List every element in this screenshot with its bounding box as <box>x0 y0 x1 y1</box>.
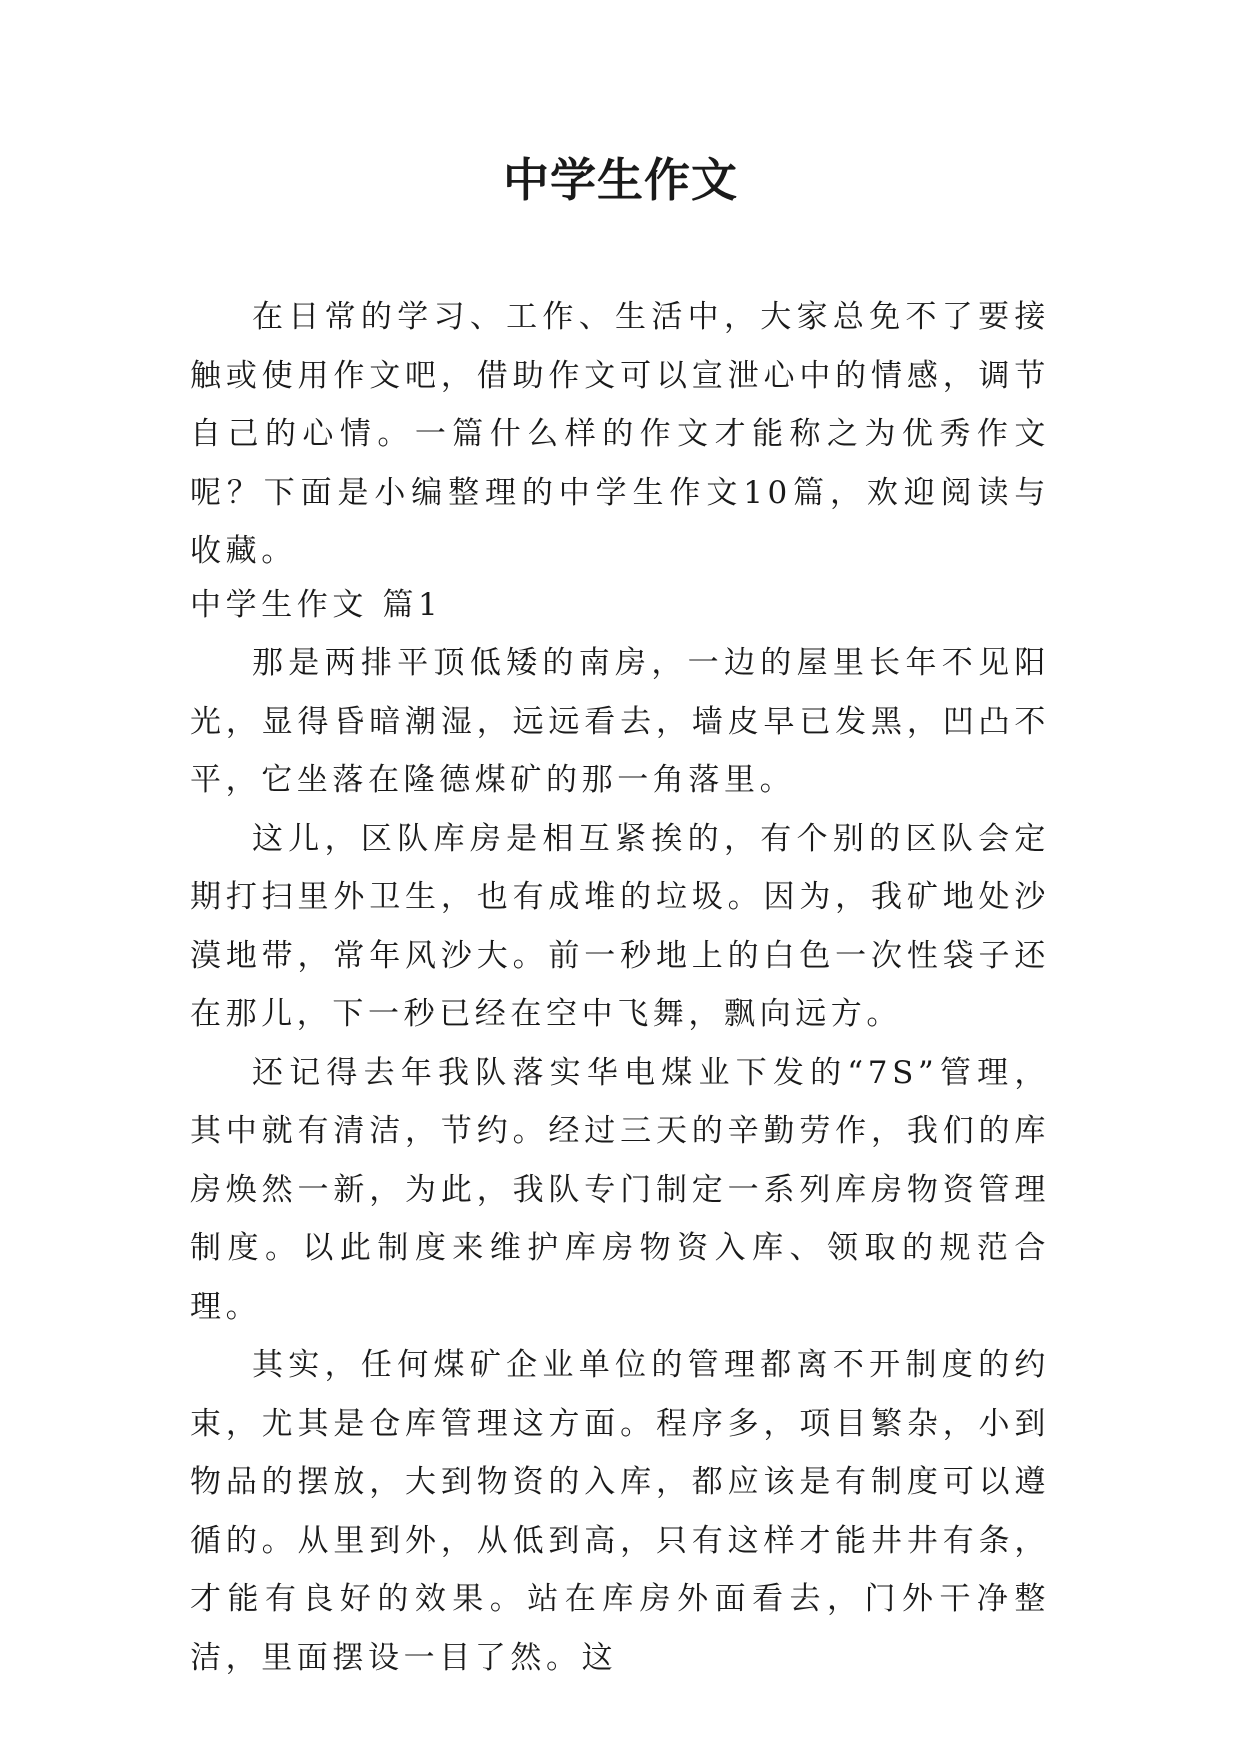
essay-paragraph-4: 其实，任何煤矿企业单位的管理都离不开制度的约束，尤其是仓库管理这方面。程序多，项目繁杂，小到物品的摆放，大到物资的入库，都应该是有制度可以遵循的。从里到外，从低到高，只有这样才能井井有条，才能有良好的效果。站在库房外面看去，门外干净整洁，里面摆设一目了然。这 <box>190 1347 1050 1676</box>
section-heading: 中学生作文 篇1 <box>190 587 443 623</box>
essay-paragraph-3: 还记得去年我队落实华电煤业下发的“7S”管理，其中就有清洁，节约。经过三天的辛勤劳作，我们的库房焕然一新，为此，我队专门制定一系列库房物资管理制度。以此制度来维护库房物资入库、领取的规范合理。 <box>190 1054 1050 1325</box>
document-title: 中学生作文 <box>503 153 738 207</box>
essay-body <box>190 634 1050 1687</box>
intro-paragraph: 在日常的学习、工作、生活中，大家总免不了要接触或使用作文吧，借助作文可以宣泄心中的情感，调节自己的心情。一篇什么样的作文才能称之为优秀作文呢？下面是小编整理的中学生作文10篇，欢迎阅读与收藏。 <box>190 299 1050 569</box>
essay-paragraph-2: 这儿，区队库房是相互紧挨的，有个别的区队会定期打扫里外卫生，也有成堆的垃圾。因为，我矿地处沙漠地带，常年风沙大。前一秒地上的白色一次性袋子还在那儿，下一秒已经在空中飞舞，飘向远方。 <box>190 820 1050 1032</box>
essay-paragraph-1: 那是两排平顶低矮的南房，一边的屋里长年不见阳光，显得昏暗潮湿，远远看去，墙皮早已发黑，凹凸不平，它坐落在隆德煤矿的那一角落里。 <box>190 645 1050 798</box>
